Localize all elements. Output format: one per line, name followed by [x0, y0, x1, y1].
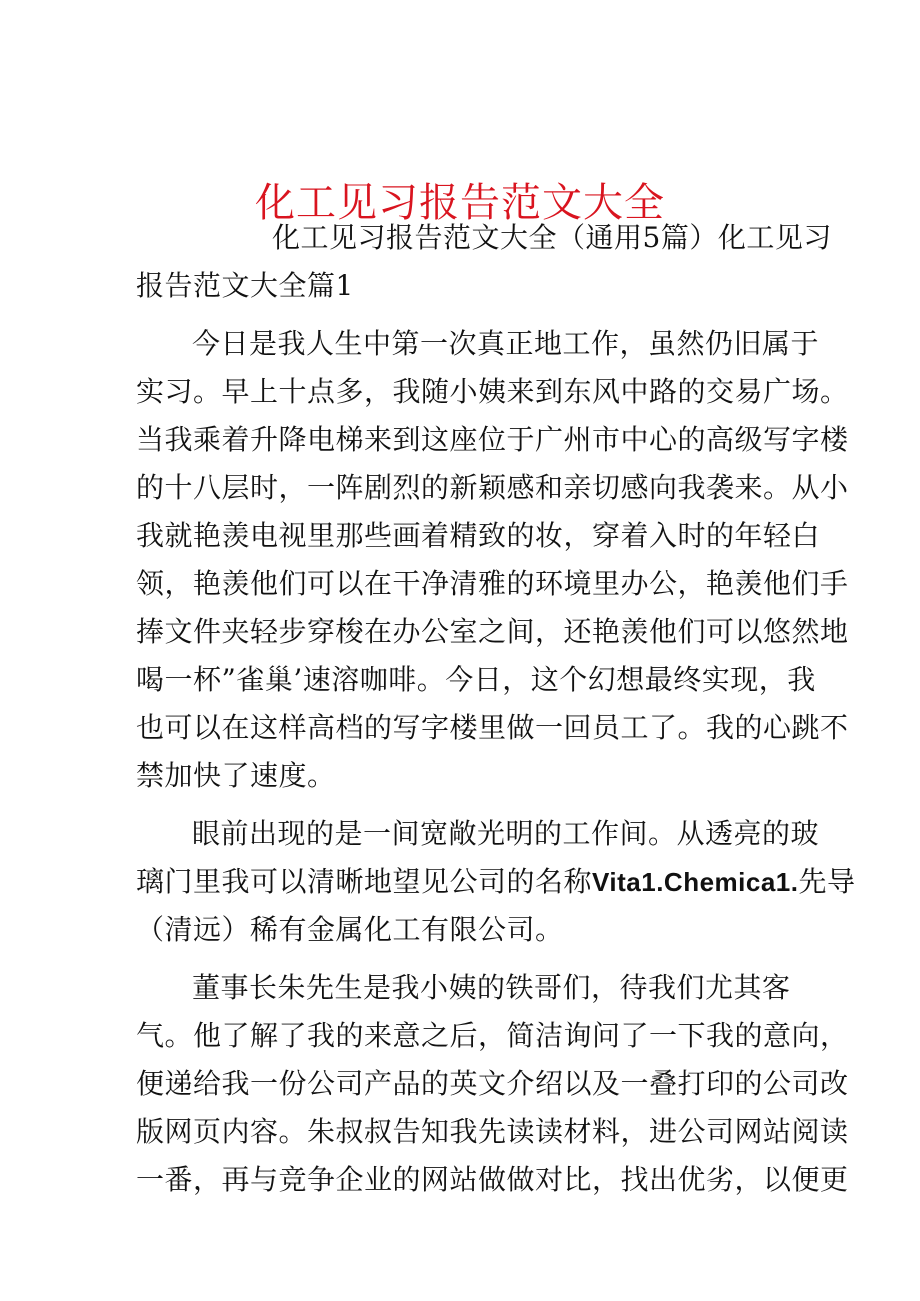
paragraph-line: 也可以在这样高档的写字楼里做一回员工了。我的心跳不 [136, 711, 849, 744]
paragraph-line: 禁加快了速度。 [136, 759, 336, 792]
paragraph-line: 今日是我人生中第一次真正地工作，虽然仍旧属于 [192, 327, 820, 360]
paragraph-3 [136, 964, 849, 1204]
paragraph-line: 董事长朱先生是我小姨的铁哥们，待我们尤其客 [192, 971, 791, 1004]
paragraph-line: 我就艳羡电视里那些画着精致的妆，穿着入时的年轻白 [136, 519, 821, 552]
paragraph-line: 实习。早上十点多，我随小姨来到东风中路的交易广场。 [136, 375, 849, 408]
paragraph-line: 便递给我一份公司产品的英文介绍以及一叠打印的公司改 [136, 1067, 849, 1100]
paragraph-line: 的十八层时，一阵剧烈的新颖感和亲切感向我袭来。从小 [136, 471, 849, 504]
document-title: 化工见习报告范文大全 [255, 179, 665, 226]
subtitle-line-1: 化工见习报告范文大全（通用5篇）化工见习 [272, 221, 832, 254]
paragraph-line: 眼前出现的是一间宽敞光明的工作间。从透亮的玻 [192, 817, 820, 850]
paragraph-line: 一番，再与竞争企业的网站做做对比，找出优劣，以便更 [136, 1163, 849, 1196]
paragraph-line: 捧文件夹轻步穿梭在办公室之间，还艳羡他们可以悠然地 [136, 615, 849, 648]
paragraph-line: 气。他了解了我的来意之后，简洁询问了一下我的意向， [136, 1019, 849, 1052]
subtitle-line-2: 报告范文大全篇1 [136, 269, 354, 302]
paragraph-line-company [136, 858, 856, 906]
paragraph-2 [136, 810, 856, 954]
paragraph-1 [136, 320, 849, 800]
paragraph-text: 先导 [798, 865, 856, 898]
paragraph-line: （清远）稀有金属化工有限公司。 [136, 913, 564, 946]
document-body [136, 214, 856, 1204]
paragraph-line: 版网页内容。朱叔叔告知我先读读材料，进公司网站阅读 [136, 1115, 849, 1148]
paragraph-line: 喝一杯”雀巢’速溶咖啡。今日，这个幻想最终实现，我 [136, 663, 816, 696]
paragraph-line: 领，艳羡他们可以在干净清雅的环境里办公，艳羡他们手 [136, 567, 849, 600]
company-name-latin: Vita1.Chemica1. [592, 867, 799, 897]
paragraph-line: 当我乘着升降电梯来到这座位于广州市中心的高级写字楼 [136, 423, 849, 456]
paragraph-text: 璃门里我可以清晰地望见公司的名称 [136, 865, 593, 898]
